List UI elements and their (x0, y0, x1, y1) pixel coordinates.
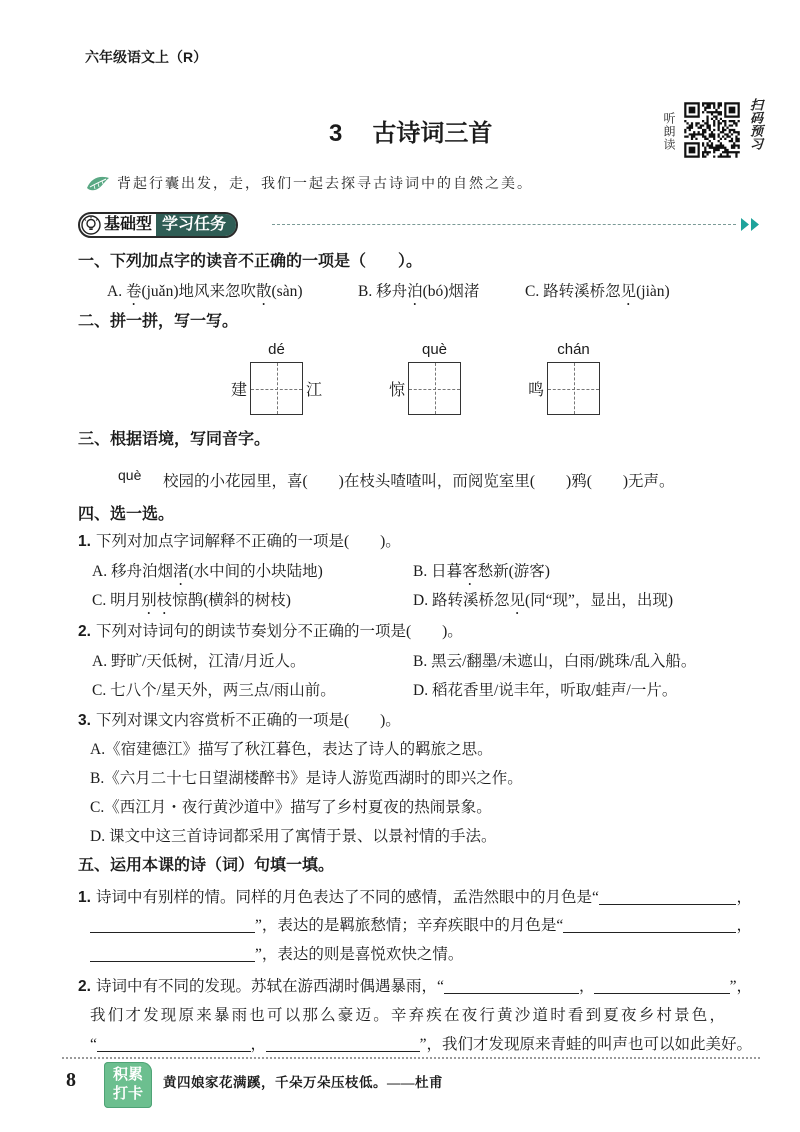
option-text: 惊鹊(横斜的树枝) (172, 592, 291, 609)
option-text: A. 移舟泊烟 (92, 563, 173, 580)
sentence-text: 校园的小花园里，喜 (163, 473, 303, 490)
option-a[interactable]: A. 野旷/天低树，江清/月近人。 (92, 653, 306, 670)
banner-level: 基础型 (104, 216, 153, 233)
question-end: 。 (406, 253, 423, 270)
pinyin-label: dé (268, 341, 285, 358)
answer-blank[interactable]: ( ) (343, 712, 386, 729)
answer-blank[interactable]: ( ) (343, 533, 386, 550)
book-title: 六年级语文上（R） (85, 49, 208, 65)
lesson-title: 古诗词三首 (372, 120, 493, 147)
dotted-character: 散 (255, 283, 272, 300)
fill-sentence (163, 471, 675, 493)
option-b[interactable] (358, 281, 479, 309)
answer-blank[interactable]: （ ） (350, 253, 407, 270)
answer-blank[interactable]: ( ) (405, 623, 448, 640)
option-text: B. 日暮 (413, 563, 463, 580)
writing-box[interactable] (408, 362, 461, 415)
subquestion-number: 1. (78, 533, 91, 550)
subquestion (78, 710, 401, 732)
word-character: 鸣 (527, 382, 544, 399)
option-b[interactable]: B.《六月二十七日望湖楼醉书》是诗人游览西湖时的即兴之作。 (90, 770, 523, 787)
answer-blank[interactable] (97, 1034, 251, 1052)
dotted-character: 别枝 (141, 592, 173, 609)
subquestion (78, 621, 463, 643)
option-d[interactable]: D. 稻花香里/说丰年，听取/蛙声/一片。 (413, 682, 678, 699)
word-character: 江 (305, 382, 322, 399)
option-text: A. (107, 283, 126, 300)
section-banner (78, 212, 238, 238)
subquestion-number: 2. (78, 623, 91, 640)
fill-text: 诗词中有不同的发现。苏轼在游西湖时偶遇暴雨，“ (95, 978, 444, 995)
option-text: (bó)烟渚 (422, 283, 480, 300)
fill-text: ， (578, 978, 595, 995)
answer-blank[interactable] (599, 887, 737, 905)
option-b[interactable]: B. 黑云/翻墨/未遮山，白雨/跳珠/乱入船。 (413, 653, 697, 670)
pinyin-item (230, 340, 323, 415)
subquestion-number: 2. (78, 978, 91, 995)
option-c[interactable] (92, 590, 291, 618)
double-arrow-icon (741, 218, 760, 236)
option-text: (sàn) (271, 283, 303, 300)
writing-box[interactable] (547, 362, 600, 415)
listen-label: 听朗读 (662, 112, 676, 151)
pinyin-item (388, 340, 463, 415)
option-b[interactable] (413, 561, 550, 589)
fill-line (90, 915, 752, 937)
leaf-icon (86, 175, 110, 199)
option-c[interactable] (525, 281, 670, 309)
pinyin-label: què (421, 341, 448, 358)
footer-quote: 黄四娘家花满蹊，千朵万朵压枝低。——杜甫 (163, 1075, 443, 1090)
subquestion-end: 。 (385, 533, 401, 550)
question-text: 一、下列加点字的读音不正确的一项是 (78, 253, 351, 270)
option-a[interactable]: A.《宿建德江》描写了秋江暮色，表达了诗人的羁旅之思。 (90, 741, 493, 758)
badge (104, 1062, 152, 1108)
word-character: 惊 (388, 382, 405, 399)
sentence-text: 鸦 (571, 473, 587, 490)
subquestion-text: 下列对课文内容赏析不正确的一项是 (95, 712, 344, 729)
pinyin-label: chán (557, 341, 590, 358)
subquestion-number: 3. (78, 712, 91, 729)
subquestion-end: 。 (385, 712, 401, 729)
option-text: C. 路转溪桥忽 (525, 283, 621, 300)
fill-text: “ (90, 1036, 97, 1053)
answer-blank[interactable] (444, 976, 579, 994)
answer-blank[interactable] (266, 1034, 420, 1052)
answer-blank[interactable] (90, 915, 255, 933)
fill-text: ”，表达的是羁旅愁情；辛弃疾眼中的月色是“ (255, 917, 564, 934)
question-4-heading: 四、选一选。 (78, 506, 175, 523)
fill-text: ”，我们才发现原来青蛙的叫声也可以如此美好。 (419, 1036, 753, 1053)
option-d[interactable]: D. 课文中这三首诗词都采用了寓情于景、以景衬情的手法。 (90, 828, 497, 845)
fill-line (90, 1034, 752, 1056)
option-c[interactable]: C.《西江月・夜行黄沙道中》描写了乡村夏夜的热闹景象。 (90, 799, 492, 816)
sentence-text: 无声。 (628, 473, 675, 490)
option-text: D. 路转溪桥忽 (413, 592, 510, 609)
scan-preview-label: 扫码预习 (748, 98, 763, 150)
page-number: 8 (66, 1069, 76, 1091)
option-text: (水中间的小块陆地) (188, 563, 323, 580)
option-text: (同“现”，显出，出现) (524, 592, 674, 609)
dotted-character: 泊 (407, 283, 423, 300)
fill-text: ， (250, 1036, 267, 1053)
subquestion-number: 1. (78, 889, 91, 906)
pinyin-hint: què (118, 467, 142, 483)
fill-text: 诗词中有别样的情。同样的月色表达了不同的感情，孟浩然眼中的月色是“ (95, 889, 599, 906)
option-text: C. 明月 (92, 592, 142, 609)
subquestion-text: 下列对诗词句的朗读节奏划分不正确的一项是 (95, 623, 406, 640)
fill-line (78, 976, 752, 998)
answer-blank[interactable]: ( ) (586, 473, 629, 490)
qr-section (660, 98, 764, 164)
banner-label: 学习任务 (156, 214, 236, 236)
fill-line (78, 887, 752, 909)
fill-text: 我们才发现原来暴雨也可以那么豪迈。辛弃疾在夜行黄沙道时看到夏夜乡村景色， (90, 1007, 728, 1024)
dotted-character: 客 (462, 563, 478, 580)
dotted-character: 见 (509, 592, 525, 609)
badge-line: 打卡 (112, 1085, 143, 1102)
fill-text: ， (736, 917, 752, 934)
option-text: 愁新(游客) (477, 563, 550, 580)
sentence-text: 在枝头喳喳叫，而阅览室里 (343, 473, 530, 490)
qr-code (682, 100, 742, 160)
lightbulb-icon (80, 214, 102, 236)
lesson-number: 3 (329, 120, 343, 147)
intro-text: 背起行囊出发，走，我们一起去探寻古诗词中的自然之美。 (117, 177, 533, 192)
fill-text: ”， (729, 978, 753, 995)
subquestion-end: 。 (447, 623, 463, 640)
dotted-character: 卷 (125, 283, 142, 300)
option-text: (juǎn)地风来忽吹 (141, 283, 256, 300)
writing-box[interactable] (250, 362, 303, 415)
word-character: 建 (230, 382, 247, 399)
option-a[interactable] (92, 561, 323, 589)
dotted-character: 见 (620, 283, 637, 300)
fill-line (90, 944, 752, 966)
badge-line: 积累 (112, 1066, 143, 1083)
question-3-heading: 三、根据语境，写同音字。 (78, 431, 271, 448)
answer-blank[interactable]: ( ) (529, 473, 572, 490)
footer-divider (62, 1057, 760, 1059)
subquestion-text: 下列对加点字词解释不正确的一项是 (95, 533, 344, 550)
answer-blank[interactable] (90, 944, 255, 962)
pinyin-item (527, 340, 602, 415)
question-1-heading (78, 251, 422, 273)
subquestion (78, 531, 401, 553)
option-text: (jiàn) (636, 283, 670, 300)
page-title (329, 118, 492, 150)
fill-text: ”，表达的则是喜悦欢快之情。 (255, 946, 464, 963)
option-d[interactable] (413, 590, 673, 618)
option-text: B. 移舟 (358, 283, 408, 300)
option-a[interactable] (107, 281, 303, 309)
option-c[interactable]: C. 七八个/星天外，两三点/雨山前。 (92, 682, 336, 699)
question-2-heading: 二、拼一拼，写一写。 (78, 313, 239, 330)
fill-text: ， (736, 889, 752, 906)
answer-blank[interactable] (563, 915, 736, 933)
answer-blank[interactable]: ( ) (302, 473, 344, 490)
banner-divider (272, 224, 736, 225)
answer-blank[interactable] (594, 976, 729, 994)
question-5-heading: 五、运用本课的诗（词）句填一填。 (78, 857, 335, 874)
dotted-character: 渚 (172, 563, 189, 580)
